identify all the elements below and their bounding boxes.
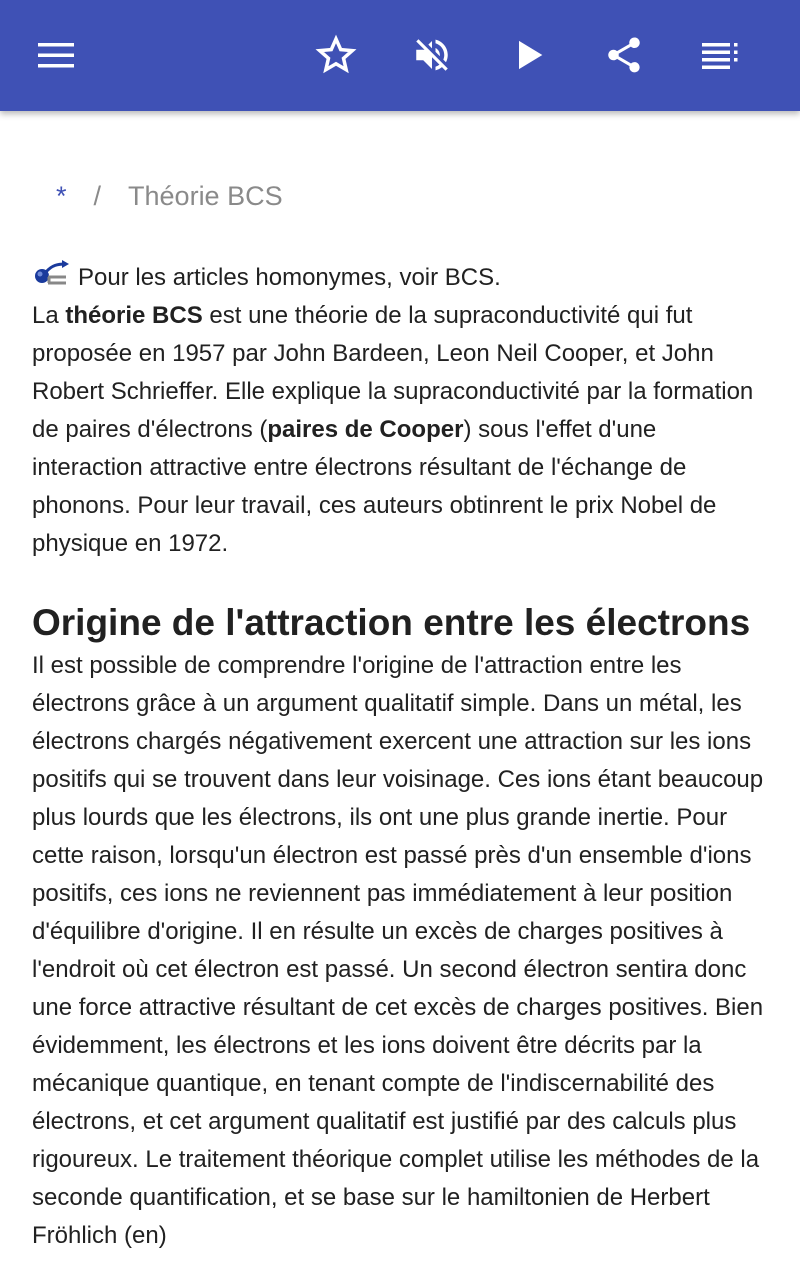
favorite-button[interactable] <box>304 23 368 87</box>
section-heading: Origine de l'attraction entre les électrons <box>32 602 751 643</box>
share-icon <box>603 34 645 76</box>
article-content[interactable] <box>0 111 800 1280</box>
menu-icon <box>36 35 76 75</box>
menu-button[interactable] <box>24 23 88 87</box>
disambiguation-icon <box>32 259 72 289</box>
breadcrumb-home-link[interactable]: * <box>56 181 67 211</box>
toc-list-icon <box>700 35 740 75</box>
sound-toggle-button[interactable] <box>400 23 464 87</box>
section-paragraph: Il est possible de comprendre l'origine de l'attraction entre les électrons grâce à un argument qualitatif simple. Dans un métal, les électrons chargés négativement exercent une attraction sur les ions positifs qui se trouvent dans leur voisinage. Ces ions étant beaucoup plus lourds que les électrons, ils ont une plus grande inertie. Pour cette raison, lorsqu'un électron est passé près d'un ensemble d'ions positifs, ces ions ne reviennent pas immédiatement à leur position d'équilibre d'origine. Il en résulte un excès de charges positives à l'endroit où cet électron est passé. Un second électron sentira donc une force attractive résultant de cet excès de charges positives. Bien évidemment, les électrons et les ions doivent être décrits par la mécanique quantique, en tenant compte de l'indiscernabilité des électrons, et cet argument qualitatif est justifié par des calculs plus rigoureux. Le traitement théorique complet utilise les méthodes de la seconde quantification, et se base sur le hamiltonien de Herbert Fröhlich (en) <box>32 652 764 1249</box>
disambiguation-hatnote <box>32 259 772 297</box>
breadcrumb-separator: / <box>93 181 102 211</box>
share-button[interactable] <box>592 23 656 87</box>
intro-bold-term: théorie BCS <box>65 302 203 329</box>
intro-bold-cooper-pairs: paires de Cooper <box>267 416 464 443</box>
intro-paragraph <box>32 297 772 563</box>
intro-text-3: ) sous l'effet d'une interaction attractive entre électrons résultant de l'échange de phonons. Pour leur travail, ces auteurs obtinrent le prix Nobel de physique en 1972. <box>32 416 717 557</box>
breadcrumb <box>56 181 283 212</box>
intro-text-1: La <box>32 302 66 329</box>
play-icon <box>509 35 549 75</box>
hatnote-text: Pour les articles homonymes, voir BCS. <box>78 264 501 291</box>
intro-text-2: est une théorie de la supraconductivité qui fut proposée en 1957 par John Bardeen, Leon Neil Cooper, et John Robert Schrieffer. Elle explique la supraconductivité par la formation de paires d'électrons ( <box>32 302 754 443</box>
volume-off-icon <box>411 34 453 76</box>
star-outline-icon <box>315 34 357 76</box>
article-body <box>32 259 772 1255</box>
breadcrumb-current-page: Théorie BCS <box>128 181 283 211</box>
app-toolbar <box>0 0 800 111</box>
play-button[interactable] <box>497 23 561 87</box>
table-of-contents-button[interactable] <box>688 23 752 87</box>
